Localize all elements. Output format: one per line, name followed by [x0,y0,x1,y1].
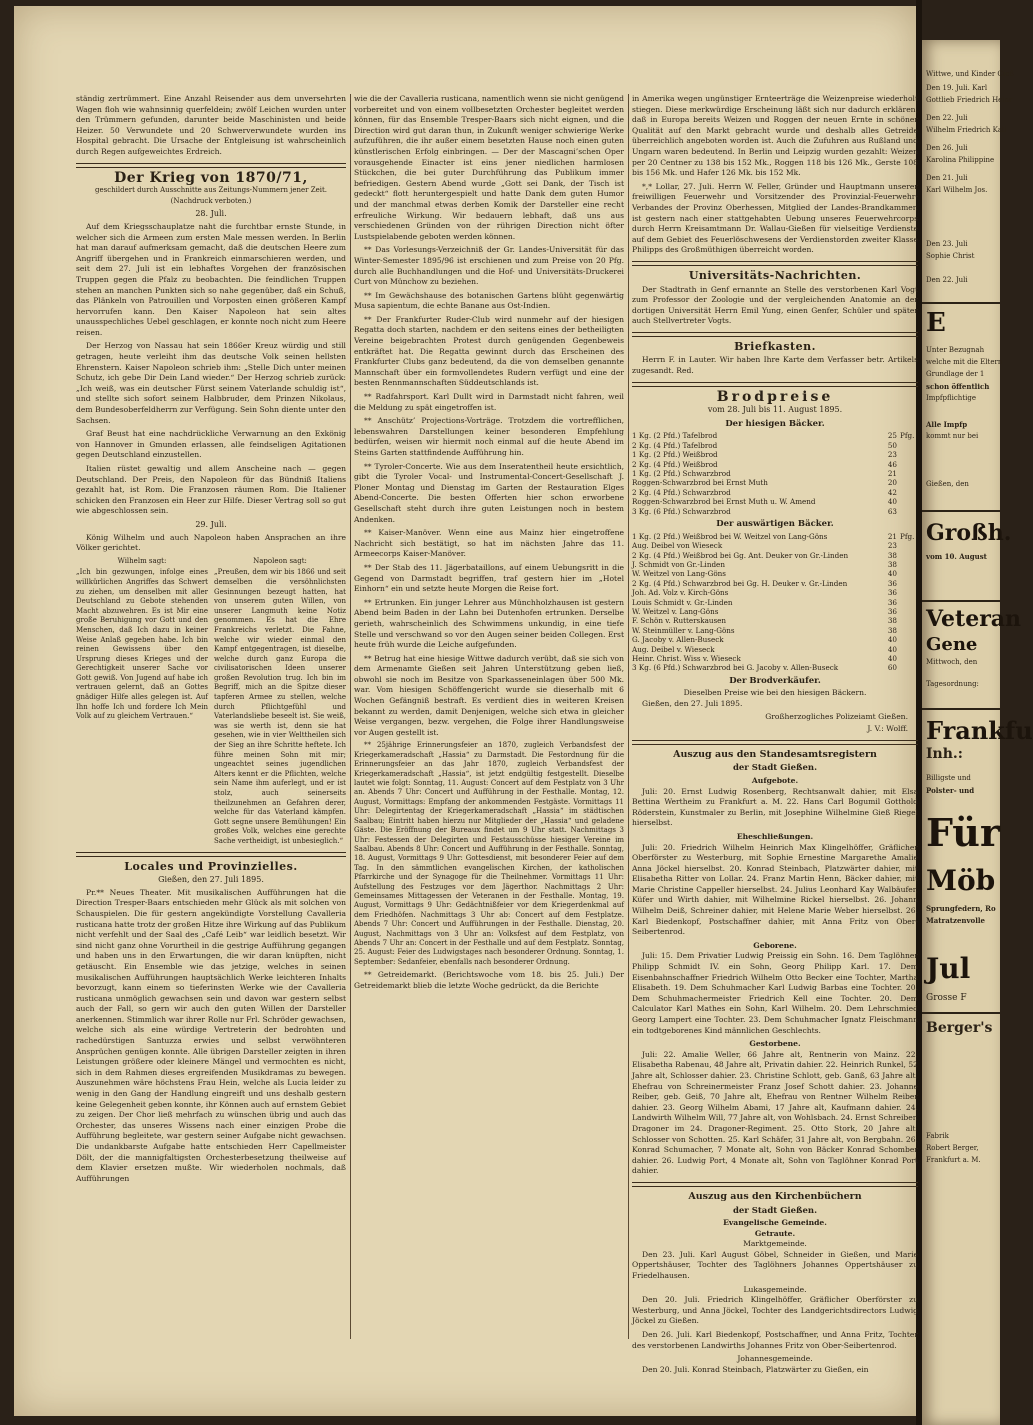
price-value: 40 [887,644,897,654]
fragment-heading: Möb [926,864,996,897]
price-value: 36 [887,578,897,588]
divider [632,332,918,337]
price-unit [897,551,918,560]
ad-border [922,708,1000,710]
price-row [632,497,918,506]
price-value: 50 [887,440,897,450]
gestorbene-heading: Gestorbene. [749,1039,801,1049]
news-item: ** Im Gewächshause des botanischen Gartens blüht gegenwärtig Musa sapientum, die echte Banane aus Ost-Indien. [354,290,624,311]
brod-signature: J. V.: Wolff. [867,724,908,734]
price-label: 1 Kg. (2 Pfd.) Tafelbrod [632,431,718,441]
price-unit: Pfg. [900,431,915,441]
wilhelm-heading: Wilhelm sagt: [117,556,167,565]
date-heading: 29. Juli. [195,519,227,529]
getraute-heading: Getraute. [754,1228,796,1238]
krieg-paragraph: Italien rüstet gewaltig und allem Anscheine nach — gegen Deutschland. Der Preis, den Napoleon für das Bündniß Italiens gezahlt hat, ist Rom. Die Franzosen räumen Rom. Die Italiener schicken den Franzosen ein Heer zur Hilfe. Dieser Vertrag soll so gut wie abgeschlossen sein. [76,464,346,516]
news-item: ** Radfahrsport. Karl Dullt wird in Darmstadt nicht fahren, weil die Meldung zu spät eingetroffen ist. [354,392,624,412]
briefkasten-text: Herrn F. in Lauter. Wir haben Ihre Karte dem Verfasser betr. Artikels zugesandt. Red. [632,355,918,376]
kirchen-city: der Stadt Gießen. [732,1205,818,1216]
proclamations [76,557,346,847]
newspaper-page [14,6,916,1416]
price-row [632,569,918,578]
fragment-heading: Jul [926,952,971,985]
fragment-text: vom 10. August [926,552,987,561]
napoleon-text: „Preußen, dem wir bis 1866 und seit demselben die versöhnlichsten Gesinnungen bezeugt hatten, hat von unserem guten Willen, von unserer Langmuth keine Notiz genommen. Es hat die Ehre Frankreichs verletzt. Die Fahne, welche wir wieder einmal den Kampf entgegentragen, ist dieselbe, welche durch ganz Europa die civilisatorischen Ideen unserer großen Revolution trug. Ich bin im Begriff, mich an die Spitze dieser tapferen Armee zu stellen, welche durch Pflichtgefühl und Vaterlandsliebe beseelt ist. Sie weiß, was sie werth ist, denn sie hat gesehen, wie in vier Welttheilen sich der Sieg an ihre Schritte heftete. Ich führe meinen Sohn mit mir; ungeachtet seines jugendlichen Alters kennt er die Pflichten, welche sein Name ihm auferlegt, und er ist stolz, auch seinerseits theilzunehmen an Gefahren derer, welche für das Vaterland kämpfen. Gott segne unsere Bemühungen! Ein großes Volk, welches eine gerechte Sache vertheidigt, ist unbesieglich.“ [214,568,346,845]
train-accident-text: ständig zertrümmert. Eine Anzahl Reisender aus dem unversehrten Wagen floh wie wahnsinnig querfeldein; zwölf Leichen wurden unter den Trümmern gefunden, darunter beide Maschinisten und beide Heizer. 50 Verwundete und 20 Schwerverwundete wurden ins Hospital gebracht. Die Ursache der Entgleisung ist wahrscheinlich durch Regen aufgeweichtes Erdreich. [76,94,346,156]
price-label: Roggen-Schwarzbrod bei Ernst Muth u. W. Amend [632,497,816,507]
column-1 [76,94,346,1374]
fragment-text: Den 23. Juli [926,240,968,248]
price-value: 23 [887,450,897,460]
fragment-text: Polster- und [926,786,975,795]
price-value: 36 [887,588,897,598]
price-label: 3 Kg. (6 Pfd.) Schwarzbrod bei G. Jacoby v. Allen-Buseck [632,663,839,673]
brod-place: Gießen, den 27. Juli 1895. [642,698,743,708]
fragment-text: Gottlieb Friedrich Heinr [926,96,1013,104]
price-table-outside [632,532,918,673]
university-text: Der Stadtrath in Genf ernannte an Stelle des verstorbenen Karl Vogt zum Professor der Zoologie und der vergleichenden Anatomie an der dortigen Universität Herrn Emil Yung, einen Genfer, Schüler und später auch Stellvertreter Vogts. [632,284,918,326]
column-rule [628,94,629,1339]
news-item: ** Getreidemarkt. (Berichtswoche vom 18. bis 25. Juli.) Der Getreidemarkt blieb die letzte Woche gedrückt, da die Berichte [354,970,624,990]
price-row [632,507,918,516]
column-3 [632,94,918,1374]
theater-review: Pr.** Neues Theater. Mit musikalischen Aufführungen hat die Direction Tresper-Baars entschieden mehr Glück als mit solchen von Schauspielen. Die für gestern angekündigte Vorstellung Cavalleria rusticana hatte trotz der großen Hitze ihre Wirkung auf das Publikum nicht verfehlt und der Saal des „Café Leib“ war leidlich besetzt. Wir sind nicht ganz ohne Vorurtheil in die gestrige Aufführung gegangen und haben uns in den Erwartungen, die wir daran knüpften, nicht getäuscht. Ein Ensemble wie das jetzige, welches in seinen musikalischen Aufführungen hauptsächlich Werke leichteren Inhalts bevorzugt, kann einem so tieferinsten Werke wie der Cavalleria rusticana unmöglich gewachsen sein und davon war gestern selbst auch der Fall, so gern wir auch den guten Willen der Darsteller anerkennen. Stimmlich war ihrer Rolle nur Frl. Schröder gewachsen, welche sich als eine würdige Vertreterin der bedrohten und rachedürstigen Santuzza erwies und selbst verwöhnteren Ansprüchen genügen konnte. Alle übrigen Darsteller zeigten in ihren Leistungen größere oder kleinere Mängel und vermochten es nicht, sich in dem Rahmen dieses ergreifenden Musikdramas zu bewegen. Auszunehmen wäre höchstens Frau Hein, welche als Lucia leider zu wenig in den Gang der Handlung eingreift und uns deshalb gestern keine Gelegenheit geben konnte, ihr Können auch auf ernstem Gebiet zu zeigen. Der Chor ließ mehrfach zu wünschen übrig und auch das Orchester, das unseres Wissens nach einer einzigen Probe die Aufführung begleitete, war gestern seiner Aufgabe nicht gewachsen. Die undankbarste Aufgabe hatte entschieden Herr Capellmeister Dölt, der die mannigfaltigsten Orchesterbesetzung theilweise auf dem Klavier ersetzen mußte. Wir wiederholen nochmals, daß Aufführungen [76,887,347,1183]
price-row [632,663,918,672]
price-unit [897,616,918,625]
price-label: 1 Kg. (2 Pfd.) Weißbrod [632,450,718,460]
price-row [632,645,918,654]
price-label: Joh. Ad. Volz v. Kirch-Göns [632,588,729,598]
ad-border [922,600,1000,602]
adjacent-page-fragment [922,40,1033,1425]
standesamt-city: der Stadt Gießen. [732,763,818,774]
price-label: 1 Kg. (2 Pfd.) Weißbrod bei W. Weitzel von Lang-Göns [632,531,828,541]
price-unit [897,588,918,597]
price-row [632,441,918,450]
fragment-heading: Frankfu [926,716,1033,745]
brod-subheading: Der Brodverkäufer. [729,675,821,686]
aufgebote-heading: Aufgebote. [751,775,799,785]
price-unit [897,635,918,644]
price-label: 1 Kg. (2 Pfd.) Schwarzbrod [632,469,731,479]
fragment-text: Wilhelm Friedrich Kali [926,126,1007,134]
napoleon-heading: Napoleon sagt: [253,556,307,565]
price-row [632,460,918,469]
ad-border [922,302,1000,304]
ehe-heading: Eheschließungen. [736,831,814,841]
news-item: ** Der Stab des 11. Jägerbataillons, auf einem Uebungsritt in die Gegend von Darmstadt begriffen, traf gestern hier im „Hotel Einhorn“ ein und setzte heute Morgen die Reise fort. [354,562,624,594]
lollar-item: *,* Lollar, 27. Juli. Herrn W. Feller, Gründer und Hauptmann unserer freiwilligen Feuerwehr und Vorsitzender des Provinzial-Feuerwehr-Verbandes der Provinz Oberhessen, Mitglied der Landes-Brandkammer, ist gestern nach einer stattgehabten Uebung unseres Feuerwehrcorps durch Herrn Kreisamtmann Dr. Wallau-Gießen für vielseitige Verdienste auf dem Gebiet des Feuerlöschwesens der Verdienstorden zweiter Klasse Philipps des Großmüthigen überreicht worden. [632,181,918,255]
news-item: ** Der Frankfurter Ruder-Club wird nunmehr auf der hiesigen Regatta doch starten, nachdem er den seitens eines der betheiligten Vereine beigebrachten Protest durch genügenden Gegenbeweis entkräftet hat. Die Regatta gewinnt durch das Erscheinen des Frankfurter Clubs ganz bedeutend, da die von demselben genannte Mannschaft über ein formvollendetes Rudern verfügt und eine der besten Rennmannschaften Süddeutschlands ist. [354,314,624,388]
price-row [632,478,918,487]
grain-market-cont: in Amerika wegen ungünstiger Ernteerträge die Weizenpreise wiederholt stiegen. Diese merkwürdige Erscheinung läßt sich nur dadurch erklären, daß in Europa bereits Weizen und Roggen der neuen Ernte in schöner Qualität auf den Markt gebracht wurde und deshalb alles Getreide überreichlich angeboten worden ist. Auch die Zufuhren aus Rußland und Ungarn waren bedeutend. In Berlin und Leipzig wurden gezahlt: Weizen per 20 Centner zu 138 bis 152 Mk., Roggen 118 bis 126 Mk., Gerste 108 bis 156 Mk. und Hafer 126 Mk. bis 152 Mk. [632,94,918,178]
university-heading: Universitäts-Nachrichten. [688,268,862,282]
price-table-local [632,431,918,516]
locales-dateline: Gießen, den 27. Juli 1895. [158,875,264,885]
fragment-text: Fabrik [926,1132,949,1140]
geborene-text: Juli: 15. Dem Privatier Ludwig Preissig ein Sohn. 16. Dem Taglöhner Philipp Schmidt IV. ein Sohn, Georg Philipp Karl. 17. Dem Eisenbahnschaffner Friedrich Wilhelm Otto Becker eine Tochter, Martha Elisabeth. 19. Dem Schuhmacher Karl Ludwig Barbas eine Tochter. 20. Dem Schuhmachermeister Friedrich Kell eine Tochter. 20. Dem Calculator Karl Mathes ein Sohn, Karl Wilhelm. 20. Dem Lehrschmied Georg Lampert eine Tochter. 23. Dem Schuhmacher Ignatz Fleischmann ein todtgeborenes Kind männlichen Geschlechts. [632,951,918,1035]
ehe-text: Juli: 20. Friedrich Wilhelm Heinrich Max Klingelhöffer, Gräflicher Oberförster zu Westerburg, mit Sophie Ernestine Margarethe Amalie Anna Jöckel hierselbst. 20. Konrad Steinbach, Platzwärter dahier, mit Elisabetha Ritter von Lollar. 24. Franz Martin Henn, Bäcker dahier, mit Marie Christine Cappeller hierselbst. 24. Julius Leonhard Kay Walbäufer, Küfer und Wirth dahier, mit Wilhelmine Rickel hierselbst. 26. Johann Wilhelm Deiß, Schreiner dahier, mit Helene Marie Weber hierselbst. 26. Karl Biedenkopf, Postschaffner dahier, mit Anna Fritz von Ober-Seibertenrod. [632,842,918,937]
price-row [632,588,918,597]
fragment-text: Mittwoch, den [926,658,978,666]
price-row [632,488,918,497]
fragment-text: Billigste und [926,774,971,782]
festival-program: ** 25jährige Erinnerungsfeier an 1870, zugleich Verbandsfest der Kriegerkameradschaft „Hassia“ zu Darmstadt. Die Festordnung für die Erinnerungsfeier an das Jahr 1870, zugleich Verbandsfest der Kriegerkameradschaft „Hassia“, ist jetzt endgültig festgestellt. Dieselbe lautet wie folgt: Sonntag, 11. August: Concert auf dem Festplatz von 3 Uhr an. Abends 7 Uhr: Concert und Aufführung in der Festhalle. Montag, 12. August, Vormittags: Empfang der ankommenden Festgäste. Vormittags 11 Uhr: Delegirtentag der Kriegerkameradschaft „Hassia“ im städtischen Saalbau; Eintritt haben hierzu nur Mitglieder der „Hassia“ und geladene Gäste. Die Eröffnung der Bureaux findet um 9 Uhr statt. Nachmittags 3 Uhr: Festessen der Delegirten und Festausschüsse hiesiger Vereine im Saalbau. Abends 8 Uhr: Concert und Aufführung in der Festhalle. Sonntag, 18. August, Vormittags 9 Uhr: Gottesdienst, mit besonderer Feier auf dem Tag. In den sämmtlichen evangelischen Kirchen, der katholischen Pfarrkirche und der Synagoge für die Theilnehmer. Vormittags 11 Uhr: Aufstellung des Festzuges vor dem Jägerthor. Nachmittags 2 Uhr: Gemeinsames Mittagessen der Veteranen in der Festhalle. Montag, 19. August, Vormittags 9 Uhr: Gedächtnißfeier vor dem Kriegerdenkmal auf dem Friedhöfen. Nachmittags 3 Uhr ab: Concert auf dem Festplatze. Abends 7 Uhr: Concert und Aufführungen in der Festhalle. Dienstag, 20. August, Nachmittags von 3 Uhr an: Volksfest auf dem Festplatz, von Abends 7 Uhr an: Concert in der Festhalle und auf dem Festplatz. Sonntag, 25. August: Feier des Ludwigstages nach besonderer Ordnung. Sonntag, 1. September: Sedanfeier, ebenfalls nach besonderer Ordnung. [354,741,624,966]
price-row [632,560,918,569]
fragment-text: Den 19. Juli. Karl [926,84,988,92]
divider [632,740,918,745]
fragment-text: Karl Wilhelm Jos. [926,186,988,194]
price-value: 21 [887,469,897,479]
price-unit [897,450,918,459]
fragment-heading: Für [926,810,1000,855]
kirchen-heading: Auszug aus den Kirchenbüchern [688,1190,862,1202]
price-value: 42 [887,487,897,497]
price-value: 46 [887,459,897,469]
price-label: Louis Schmidt v. Gr.-Linden [632,597,733,607]
price-value: 20 [887,478,897,488]
price-unit [897,626,918,635]
fragment-text: Den 22. Juli [926,276,968,284]
price-unit [897,598,918,607]
column-rule [350,94,351,1339]
fragment-text: Den 26. Juli [926,144,968,152]
wilhelm-text: „Ich bin gezwungen, infolge eines willkürlichen Angriffes das Schwert zu ziehen, um denselben mit aller Deutschland zu Gebote stehenden Macht abzuwehren. Es ist Mir eine große Beruhigung vor Gott und den Menschen, daß Ich dazu in keiner Weise Anlaß gegeben habe. Ich bin reinen Gewissens über den Ursprung dieses Krieges und der Gerechtigkeit unserer Sache vor Gott gewiß. Von Jugend auf habe ich vertrauen gelernt, daß an Gottes gnädiger Hilfe alles gelegen ist. Auf Ihn hoffe Ich und fordere Ich Mein Volk auf zu gleichem Vertrauen.“ [76,568,208,721]
fragment-heading: E [926,308,946,338]
price-label: 2 Kg. (4 Pfd.) Weißbrod bei Gg. Ant. Deuker von Gr.-Linden [632,550,849,560]
price-value: 40 [887,635,897,645]
price-label: 2 Kg. (4 Pfd.) Schwarzbrod bei Gg. H. Deuker v. Gr.-Linden [632,578,848,588]
brod-subheading: Der auswärtigen Bäcker. [716,519,834,530]
locales-heading: Locales und Provinzielles. [124,859,298,873]
price-label: W. Steinmüller v. Lang-Göns [632,625,735,635]
fragment-text: Robert Berger, [926,1144,979,1152]
theater-review-cont: wie die der Cavalleria rusticana, namentlich wenn sie nicht genügend vorbereitet und von einem vollbesetzten Orchester begleitet werden können, für das Ensemble Tresper-Baars sich nicht eignen, und die Direction wird gut daran thun, in Zukunft weniger schwierige Werke aufzuführen, die ihr außer einem besetzten Hause noch einen guten künstlerischen Erfolg einbringen. — Der der Mascagni’schen Oper vorausgehende Einacter ist eins jener niedlichen harmlosen Stückchen, die bei guter Durchführung das Publikum immer befriedigen. Gestern Abend wurde „Gott sei Dank, der Tisch ist gedeckt“ flott heruntergespielt und hatte Dank dem guten Humor und der manchmal etwas derben Komik der Darsteller eine recht erfreuliche Wirkung. Wir bedauern lebhaft, daß uns aus verschiedenen Gründen von der rührigen Direction nicht öfter Lustspielabende geboten werden können. [354,94,624,241]
fragment-text: Wittwe, und Kinder Gieß [926,70,1015,78]
krieg-paragraph: Der Herzog von Nassau hat sein 1866er Kreuz würdig und still getragen, heute verleiht ihm das deutsche Volk seinen hellsten Ehrenstern. Kaiser Napoleon schrieb ihm: „Stelle Dich unter meinen Schutz, ich gebe Dir Dein Land wieder.“ Der Herzog schrieb zurück: „Ich weiß, was ein deutscher Fürst seinem Vaterlande schuldig ist“, und stellte sich sofort seinem Halbbruder, dem Prinzen Nikolaus, dem Bundesoberfeldherrn zur Verfügung. Sein Sohn diente unter den Sachsen. [76,341,346,425]
price-value: 36 [887,597,897,607]
price-value: 63 [887,506,897,516]
fragment-text: welche mit die Eltern [926,358,1003,366]
price-value: 38 [887,625,897,635]
price-unit [897,541,918,550]
fragment-text: Impfpflichtige [926,394,976,402]
price-unit [897,478,918,487]
price-row [632,551,918,560]
napoleon-proclamation [214,557,346,847]
price-row [632,626,918,635]
news-item: ** Anschütz’ Projections-Vorträge. Trotzdem die vortrefflichen, lebenswahren Darstellungen keiner besonderen Empfehlung bedürfen, weisen wir hiermit noch einmal auf die heute Abend im Steins Garten stattfindende Aufführung hin. [354,416,624,457]
price-row [632,532,918,541]
fragment-text: Den 21. Juli [926,174,968,182]
date-heading: 28. Juli. [195,209,227,219]
fragment-text: Den 22. Juli [926,114,968,122]
markus-heading: Marktgemeinde. [743,1239,807,1249]
krieg-heading: Der Krieg von 1870/71, [114,169,308,186]
price-unit [897,488,918,497]
fragment-text: Grosse F [926,993,967,1003]
price-unit [897,469,918,478]
price-label: W. Weitzel v. Lang-Göns [632,606,719,616]
price-label: 2 Kg. (4 Pfd.) Schwarzbrod [632,487,731,497]
price-unit [897,507,918,516]
news-item: ** Das Vorlesungs-Verzeichniß der Gr. Landes-Universität für das Winter-Semester 1895/96 ist erschienen und zum Preise von 20 Pfg. durch alle Buchhandlungen und die Hof- und Universitäts-Druckerei Curt von Münchow zu beziehen. [354,245,624,287]
divider [632,1182,918,1187]
fragment-text: Berger's [926,1020,993,1036]
fragment-text: Sophie Christ [926,252,975,260]
price-row [632,579,918,588]
price-row [632,431,918,440]
fragment-text: Sprungfedern, Ro [926,904,996,913]
price-label: W. Weitzel von Lang-Göns [632,569,726,579]
price-unit [897,654,918,663]
price-label: Heinr. Christ. Wiss v. Wieseck [632,653,741,663]
column-2 [354,94,624,1374]
price-value: 40 [887,569,897,579]
ad-border [922,510,1000,512]
price-unit [897,607,918,616]
price-row [632,450,918,459]
price-row [632,607,918,616]
price-label: Roggen-Schwarzbrod bei Ernst Muth [632,478,768,488]
wilhelm-proclamation [76,557,208,847]
lukas-heading: Lukasgemeinde. [743,1284,807,1294]
price-value: 21 [887,531,897,541]
price-label: J. Schmidt von Gr.-Linden [632,559,725,569]
price-value: 40 [887,497,897,507]
fragment-text: Tagesordnung: [926,680,979,688]
price-unit [897,497,918,506]
fragment-heading: Gene [926,634,978,655]
price-label: 2 Kg. (4 Pfd.) Tafelbrod [632,440,718,450]
price-label: F. Schön v. Rutterskausen [632,616,727,626]
divider [76,852,346,857]
evang-heading: Evangelische Gemeinde. [723,1218,827,1228]
news-item: ** Tyroler-Concerte. Wie aus dem Inseratentheil heute ersichtlich, gibt die Tyroler Vocal- und Instrumental-Concert-Gesellschaft J. Ploner Montag und Dienstag im Garten der Restauration Elges Abend-Concerte. Die besten Offerten hier schon erworbene Gesellschaft steht durch ihre guten Leistungen noch in bestem Andenken. [354,461,624,524]
price-row [632,654,918,663]
news-item: ** Ertrunken. Ein junger Lehrer aus Münchholzhausen ist gestern Abend beim Baden in der Lahn bei Dutenhofen ertrunken. Derselbe gerieth, wahrscheinlich des Schwimmens unkundig, in eine tiefe Stelle und verschwand so vor den Augen seiner beiden Collegen. Erst heute früh wurde die Leiche aufgefunden. [354,597,624,650]
price-unit [897,560,918,569]
price-value: 25 [887,431,897,441]
price-row [632,598,918,607]
divider [632,261,918,266]
price-label: G. Jacoby v. Allen-Buseck [632,635,724,645]
price-label: 2 Kg. (4 Pfd.) Weißbrod [632,459,718,469]
price-unit: Pfg. [900,531,915,541]
price-value: 38 [887,550,897,560]
news-item: ** Betrug hat eine hiesige Wittwe dadurch verübt, daß sie sich von dem Armenamte Gießen seit Jahren Unterstützung geben ließ, obwohl sie noch im Besitze von Sparkasseneinlagen über 500 Mk. war. Vom hiesigen Schöffengericht wurde sie dieserhalb mit 6 Wochen Gefängniß bestraft. Es verdient dies in weiteren Kreisen bekannt zu werden, damit Denjenigen, welche sich etwa in gleicher Weise vergangen, bezw. vergehen, die Folge ihrer Handlungsweise vor Augen gestellt ist. [354,653,624,737]
kirchen-entry: Den 26. Juli. Karl Biedenkopf, Postschaffner, und Anna Fritz, Tochter des verstorbenen Landwirths Johannes Fritz von Ober-Seibertenrod. [632,1330,918,1350]
price-label: Aug. Deibel v. Wieseck [632,644,715,654]
aufgebote-text: Juli: 20. Ernst Ludwig Rosenberg, Rechtsanwalt dahier, mit Elsa Bettina Wertheim zu Frankfurt a. M. 22. Hans Carl Bogumil Gotthold Röderstein, Kunstmaler zu Berlin, mit Josephine Wilhelmine Gieß Riegel hierselbst. [632,786,918,828]
kirchen-entry: Den 23. Juli. Karl August Göbel, Schneider in Gießen, und Marie Oppertshäuser, Tochter des Taglöhners Johannes Oppertshäuser zu Friedelhausen. [632,1249,918,1281]
price-unit [897,441,918,450]
price-row [632,541,918,550]
fragment-text: Alle Impfp [926,420,968,429]
price-unit [897,663,918,672]
krieg-paragraph: Auf dem Kriegsschauplatze naht die furchtbar ernste Stunde, in welcher sich die Armeen zum ersten Male messen werden. In Berlin hat man darauf aufmerksam gemacht, daß die deutschen Heere zum Angriff übergehen und in Frankreich einmarschieren werden, und seit dem 27. Juli ist ein lebhaftes Vorgehen der französischen Truppen gegen die Pfalz zu beobachten. Die feindlichen Truppen stehen an manchen Punkten sich so nahe gegenüber, daß ein Schuß, das Plänkeln von Patrouillen und Vorposten einen größeren Kampf hervorrufen kann. Den Kaiser Napoleon hat sein altes unausspechliches Uebel geschlagen, er konnte noch nicht zum Heere reisen. [76,221,346,337]
geborene-heading: Geborene. [753,940,797,950]
fragment-text: Grundlage der 1 [926,370,985,378]
brod-office: Großherzogliches Polizeiamt Gießen. [765,711,908,721]
price-value: 60 [887,663,897,673]
price-value: 38 [887,559,897,569]
fragment-heading: Veteran [926,606,1022,632]
price-value: 38 [887,616,897,626]
price-value: 23 [887,541,897,551]
price-value: 36 [887,606,897,616]
price-unit [897,579,918,588]
krieg-paragraph: König Wilhelm und auch Napoleon haben Ansprachen an ihre Völker gerichtet. [76,532,346,553]
kirchen-entry: Den 20. Juli. Konrad Steinbach, Platzwärter zu Gießen, ein [642,1364,869,1374]
price-unit [897,460,918,469]
brodpreise-range: vom 28. Juli bis 11. August 1895. [707,405,843,415]
krieg-paragraph: Graf Beust hat eine nachdrückliche Verwarnung an den Exkönig von Hannover in Gmunden erlassen, alle feindseligen Agitationen gegen Deutschland einzustellen. [76,429,346,460]
divider [632,382,918,387]
gestorbene-text: Juli: 22. Amalie Weller, 66 Jahre alt, Rentnerin von Mainz. 22. Elisabetha Rabenau, 48 Jahre alt, Privatin dahier. 22. Heinrich Runkel, 52 Jahre alt, Schlosser dahier. 23. Christine Schlott, geb. Ganß, 63 Jahre alt, Ehefrau von Schreinermeister Franz Josef Schott dahier. 23. Johanne Reiber, geb. Geiß, 70 Jahre alt, Ehefrau von Rentner Wilhelm Reiber dahier. 23. Georg Wilhelm Abami, 17 Jahre alt, Kaufmann dahier. 24. Landwirth Wilhelm Will, 77 Jahre alt, von Wohlsbach. 24. Ernst Schreiber, Dragoner im 24. Dragoner-Regiment. 25. Otto Stork, 20 Jahre alt, Schlosser von Schotten. 25. Karl Schäfer, 31 Jahre alt, von Bergbahn. 26. Konrad Schumacher, 7 Monate alt, Sohn von Bäcker Konrad Schomber dahier. 26. Ludwig Port, 4 Monate alt, Sohn von Taglöhner Konrad Port dahier. [632,1049,918,1176]
fragment-heading: Großh. [926,520,1012,546]
divider [76,163,346,168]
briefkasten-heading: Briefkasten. [734,339,816,353]
price-unit [897,645,918,654]
price-label: 3 Kg. (6 Pfd.) Schwarzbrod [632,506,731,516]
fragment-text: Karolina Philippine [926,156,995,164]
krieg-subtitle: geschildert durch Ausschnitte aus Zeitungs-Nummern jener Zeit. (Nachdruck verboten.) [95,186,327,205]
news-item: ** Kaiser-Manöver. Wenn eine aus Mainz hier eingetroffene Nachricht sich bestätigt, so hat im nächsten Jahre das 11. Armeecorps Kaiser-Manöver. [354,528,624,559]
price-row [632,469,918,478]
price-unit [897,569,918,578]
johannes-heading: Johannesgemeinde. [737,1354,813,1364]
standesamt-heading: Auszug aus den Standesamtsregistern [673,748,877,760]
kirchen-entry: Den 20. Juli. Friedrich Klingelhöffer, Gräflicher Oberförster zu Westerburg, und Anna Jöckel, Tochter des Landgerichtsdirectors Ludwig Jöckel zu Gießen. [632,1295,918,1326]
fragment-text: Frankfurt a. M. [926,1156,981,1164]
brod-note: Dieselben Preise wie bei den hiesigen Bäckern. [683,688,867,698]
brodpreise-heading: Brodpreise [716,388,834,405]
price-row [632,616,918,625]
price-value: 40 [887,653,897,663]
fragment-text: kommt nur bei [926,432,979,440]
fragment-text: schon öffentlich [926,382,990,391]
fragment-text: Matratzenvolle [926,916,986,925]
price-row [632,635,918,644]
price-label: Aug. Deibel von Wieseck [632,541,723,551]
ad-border [922,1012,1000,1014]
fragment-text: Gießen, den [926,480,969,488]
fragment-text: Unter Bezugnah [926,346,985,354]
fragment-text: Inh.: [926,746,963,762]
brod-subheading: Der hiesigen Bäcker. [725,418,825,429]
